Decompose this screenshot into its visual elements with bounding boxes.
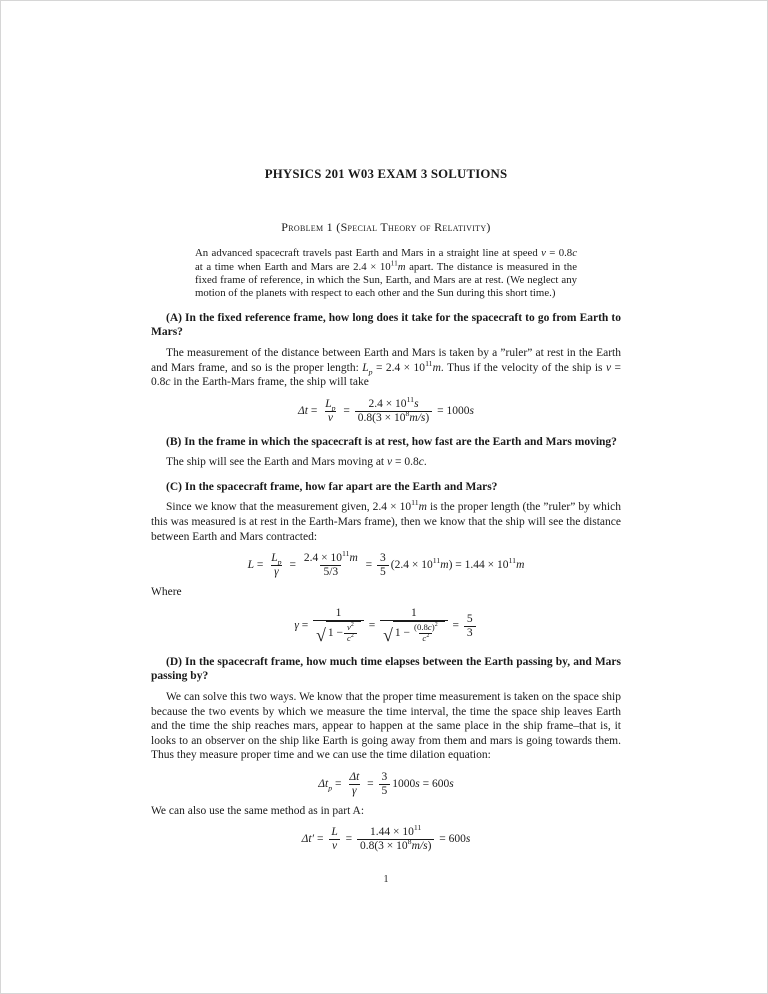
equation-time-dilation (151, 771, 621, 798)
eq-l-equals-2: = (362, 559, 376, 572)
eq-a-frac1-numerator: $L_p$ (325, 397, 336, 413)
eq-g-lhs: γ = (294, 619, 312, 632)
eq-d2-equals: = (342, 833, 355, 846)
eq-d2-fraction-1 (328, 826, 340, 853)
eq-g-equals-2: = (449, 619, 462, 632)
eq-d1-frac1-denominator: γ (349, 784, 360, 798)
eq-g-frac1-numerator: 1 (335, 607, 342, 620)
equation-alt-method (151, 823, 621, 853)
radicand (393, 621, 445, 644)
eq-a-fraction-1 (322, 398, 338, 425)
eq-g-inner1-numerator: $v^2$ (347, 622, 354, 633)
eq-l-result: $(2.4 \times 10^{11}m) = 1.44 \times 10^{11}m$ (390, 556, 525, 572)
eq-g-inner1-denominator: $c^2$ (344, 633, 357, 644)
eq-g-inner-fraction-1 (344, 623, 357, 644)
eq-d2-frac2-numerator: $1.44 \times 10^{11}$ (369, 823, 422, 839)
eq-g-frac2-numerator: 1 (411, 607, 417, 620)
eq-g-inner-fraction-2 (411, 623, 441, 644)
radical-sign-icon: √ (316, 624, 326, 645)
eq-g-equals-1: = (365, 619, 379, 632)
eq-d2-frac2-denominator: $0.8(3 \times 10^8m/s)$ (357, 839, 434, 853)
eq-d2-frac1-numerator: L (331, 826, 338, 839)
eq-g-radicand1-text: 1 − (327, 627, 344, 640)
problem-heading: Problem 1 (Special Theory of Relativity) (281, 219, 491, 234)
eq-a-frac2-numerator: $2.4 \times 10^{11}s$ (368, 394, 419, 410)
eq-a-frac2-denominator: $0.8(3 \times 10^8m/s)$ (355, 411, 432, 425)
radical-sign-icon: √ (383, 624, 393, 645)
equation-part-a (151, 394, 621, 425)
part-b-heading: (B) In the frame in which the spacecraft is at rest, how fast are the Earth and Mars moving? (166, 435, 617, 448)
problem-statement: An advanced spacecraft travels past Earth and Mars in a straight line at speed v = 0.8c at a time when Earth and Mars are $2.4 \times 10^{11}m$ apart. The distance is measured in the fixed frame of reference, in which the Sun, Earth, and Mars are at rest. (We neglect any motion of the planets with respect to each other and the Sun during this short time.) (195, 247, 577, 300)
eq-g-inner2-denominator: $c^2$ (419, 633, 432, 644)
eq-l-frac3-denominator: 5 (377, 565, 389, 579)
eq-a-lhs: Δt = (298, 404, 321, 417)
eq-l-fraction-3 (377, 552, 389, 579)
eq-d2-lhs: Δt′ = (301, 833, 327, 846)
eq-l-frac2-denominator: 5/3 (320, 565, 341, 579)
eq-l-fraction-1 (268, 552, 284, 579)
eq-l-frac1-denominator: γ (271, 565, 282, 579)
eq-g-fraction-3 (464, 613, 476, 640)
eq-g-inner2-numerator: $(0.8c)^2$ (414, 622, 438, 633)
eq-d1-frac1-numerator: Δt (349, 770, 360, 783)
eq-g-frac2-denominator (380, 620, 448, 645)
eq-l-equals-1: = (286, 559, 299, 572)
eq-d1-lhs: $\Delta t_p$ = (318, 778, 345, 793)
part-d-heading: (D) In the spacecraft frame, how much time elapses between the Earth passing by, and Mars passing by? (151, 655, 621, 683)
part-d-alt-method-text: We can also use the same method as in part A: (151, 804, 365, 817)
eq-d2-frac1-denominator: v (329, 839, 340, 853)
eq-l-lhs: L = (247, 559, 267, 572)
eq-d2-result: = 600s (436, 833, 471, 846)
eq-a-frac1-denominator: v (325, 411, 336, 425)
eq-a-fraction-2 (355, 394, 432, 425)
eq-d1-equals: = (364, 778, 377, 790)
eq-l-frac3-numerator: 3 (380, 552, 386, 565)
eq-d1-fraction-1 (346, 771, 362, 798)
eq-g-radicand2-text: 1 − (394, 627, 411, 640)
eq-d2-fraction-2 (357, 823, 434, 853)
equation-gamma (151, 607, 621, 644)
eq-a-equals: = (340, 404, 353, 417)
equation-length-contraction (151, 549, 621, 579)
part-a-heading: (A) In the fixed reference frame, how long does it take for the spacecraft to go from Earth to Mars? (151, 311, 621, 339)
page-number: 1 (383, 874, 389, 886)
eq-g-fraction-2 (380, 607, 448, 644)
document-title: PHYSICS 201 W03 EXAM 3 SOLUTIONS (264, 167, 508, 181)
eq-g-frac3-numerator: 5 (466, 612, 473, 625)
eq-l-fraction-2 (301, 549, 361, 579)
eq-d1-fraction-2 (379, 771, 391, 798)
square-root (316, 621, 361, 644)
radicand (326, 621, 361, 644)
part-c-body: Since we know that the measurement given, $2.4 \times 10^{11}m$ is the proper length (the ”ruler” by which this was measured is at rest in the Earth-Mars frame), then we know that the ship will see the distance between Earth and Mars contracted: (151, 498, 621, 543)
part-b-body: The ship will see the Earth and Mars moving at v = 0.8c. (166, 456, 427, 469)
eq-g-frac1-denominator (313, 620, 364, 645)
part-a-body: The measurement of the distance between Earth and Mars is taken by a ”ruler” at rest in the Earth and Mars frame, and so is the proper length: $L_p = 2.4 \times 10^{11}m$. Thus if the velocity of the ship is v = 0.8c in the Earth-Mars frame, the ship will take (151, 347, 621, 389)
eq-g-fraction-1 (313, 607, 364, 644)
square-root (383, 621, 445, 644)
eq-g-frac3-denominator: 3 (464, 626, 476, 640)
part-c-heading: (C) In the spacecraft frame, how far apart are the Earth and Mars? (166, 480, 498, 493)
where-label: Where (151, 585, 182, 598)
part-d-body: We can solve this two ways. We know that the proper time measurement is taken on the space ship because the two events by which we measure the time interval, the time the space ship leaves Earth and the time the ship reaches mars, appear to happen at the same place in the ship frame–that is, it looks to an observer on the ship like Earth is going away from them and mars is going towards them. Thus they measure proper time and we can use the time dilation equation: (151, 691, 621, 762)
document-content (151, 167, 621, 888)
eq-l-frac2-numerator: $2.4 \times 10^{11}m$ (303, 549, 358, 565)
eq-d1-frac2-denominator: 5 (379, 784, 391, 798)
eq-l-frac1-numerator: $L_p$ (271, 552, 282, 567)
eq-d1-result: 1000s = 600s (392, 778, 454, 790)
eq-a-result: = 1000s (434, 404, 474, 417)
eq-d1-frac2-numerator: 3 (381, 770, 388, 783)
